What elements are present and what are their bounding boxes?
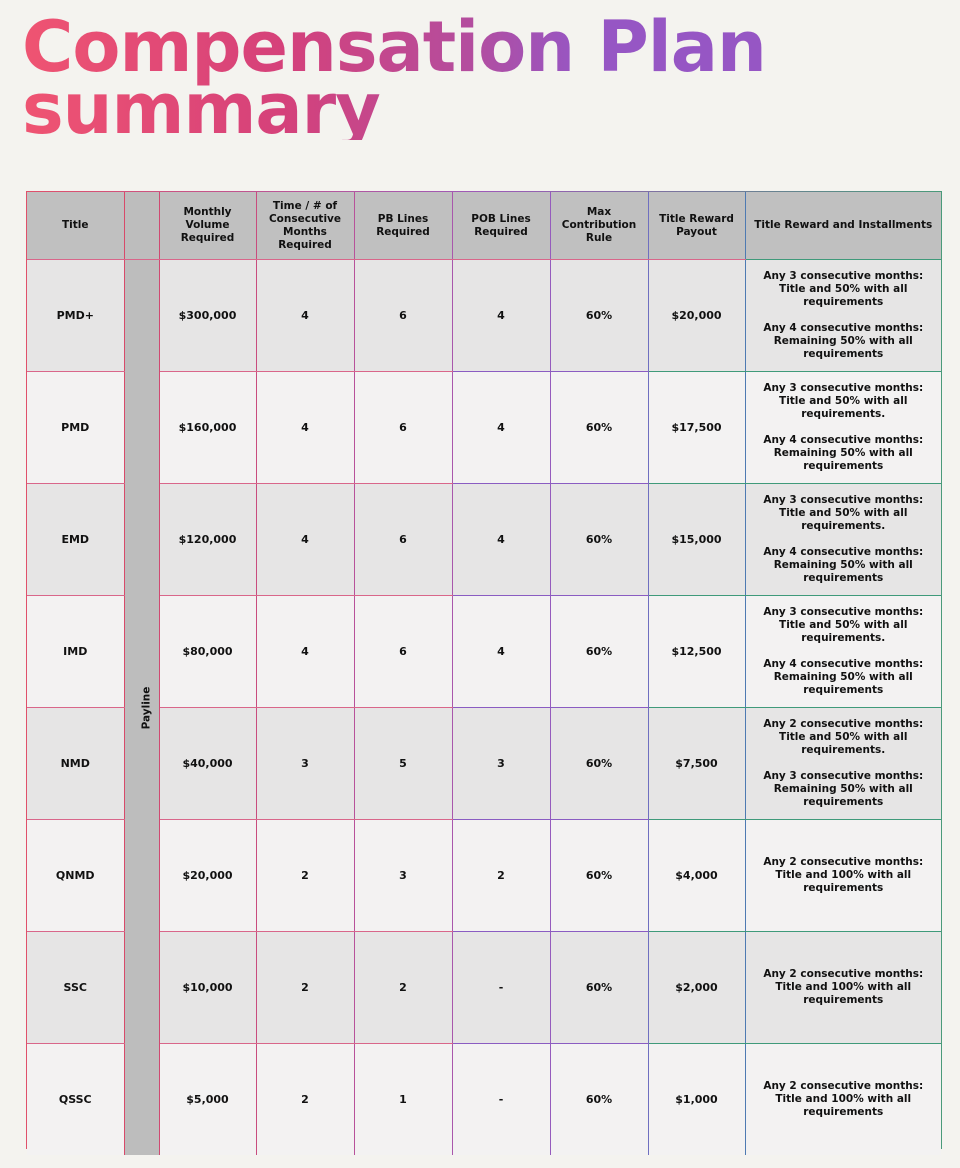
cell-installments [745,484,941,596]
cell-months: 4 [256,596,354,708]
installment-first: Any 2 consecutive months: Title and 50% with all requirements. [763,718,924,756]
cell-max-contribution: 60% [550,372,648,484]
cell-installments [745,1044,941,1156]
cell-months: 3 [256,708,354,820]
header-reward-payout: Title Reward Payout [648,192,745,260]
table-header-row [27,192,941,260]
table-row [27,596,941,708]
cell-pob-lines: 2 [452,820,550,932]
payline-column [124,260,159,1156]
table-row [27,708,941,820]
cell-max-contribution: 60% [550,1044,648,1156]
cell-volume: $120,000 [159,484,256,596]
installment-second: Any 4 consecutive months: Remaining 50% with all requirements [763,322,924,360]
installment-first: Any 2 consecutive months: Title and 100% with all requirements [763,968,924,1006]
cell-max-contribution: 60% [550,820,648,932]
header-reward-installments: Title Reward and Installments [745,192,941,260]
page-title-line-1: Compensation Plan [22,6,766,88]
cell-payout: $12,500 [648,596,745,708]
header-payline [124,192,159,260]
cell-title: NMD [27,708,124,820]
cell-max-contribution: 60% [550,596,648,708]
cell-payout: $20,000 [648,260,745,372]
cell-pob-lines: - [452,932,550,1044]
cell-installments [745,596,941,708]
cell-volume: $80,000 [159,596,256,708]
installment-second: Any 4 consecutive months: Remaining 50% with all requirements [763,658,924,696]
cell-payout: $1,000 [648,1044,745,1156]
cell-pb-lines: 6 [354,260,452,372]
cell-pob-lines: - [452,1044,550,1156]
cell-payout: $7,500 [648,708,745,820]
cell-months: 4 [256,372,354,484]
cell-pob-lines: 4 [452,484,550,596]
cell-months: 2 [256,1044,354,1156]
cell-installments [745,260,941,372]
cell-max-contribution: 60% [550,708,648,820]
cell-pob-lines: 3 [452,708,550,820]
header-consecutive-months: Time / # of Consecutive Months Required [256,192,354,260]
cell-installments [745,932,941,1044]
cell-pb-lines: 1 [354,1044,452,1156]
cell-months: 2 [256,932,354,1044]
installment-first: Any 3 consecutive months: Title and 50% with all requirements. [763,382,924,420]
cell-title: QSSC [27,1044,124,1156]
table-row [27,820,941,932]
cell-payout: $4,000 [648,820,745,932]
cell-volume: $20,000 [159,820,256,932]
cell-title: QNMD [27,820,124,932]
installment-first: Any 3 consecutive months: Title and 50% with all requirements [763,270,924,308]
cell-volume: $5,000 [159,1044,256,1156]
cell-max-contribution: 60% [550,260,648,372]
cell-months: 2 [256,820,354,932]
cell-title: SSC [27,932,124,1044]
header-pb-lines: PB Lines Required [354,192,452,260]
cell-pob-lines: 4 [452,596,550,708]
installment-first: Any 3 consecutive months: Title and 50% with all requirements. [763,494,924,532]
cell-payout: $15,000 [648,484,745,596]
cell-title: IMD [27,596,124,708]
cell-installments [745,708,941,820]
cell-title: EMD [27,484,124,596]
page-title [22,6,766,150]
cell-pb-lines: 6 [354,372,452,484]
compensation-table [27,192,941,1155]
table-row [27,484,941,596]
cell-pob-lines: 4 [452,372,550,484]
cell-payout: $17,500 [648,372,745,484]
cell-max-contribution: 60% [550,484,648,596]
header-pob-lines: POB Lines Required [452,192,550,260]
table-row [27,1044,941,1156]
cell-max-contribution: 60% [550,932,648,1044]
cell-volume: $40,000 [159,708,256,820]
header-max-contribution: Max Contribution Rule [550,192,648,260]
installment-first: Any 3 consecutive months: Title and 50% with all requirements. [763,606,924,644]
page-title-line-2: summary [22,68,380,150]
cell-payout: $2,000 [648,932,745,1044]
header-monthly-volume: Monthly Volume Required [159,192,256,260]
installment-second: Any 4 consecutive months: Remaining 50% with all requirements [763,434,924,472]
cell-installments [745,820,941,932]
installment-first: Any 2 consecutive months: Title and 100% with all requirements [763,856,924,894]
installment-second: Any 4 consecutive months: Remaining 50% with all requirements [763,546,924,584]
cell-title: PMD+ [27,260,124,372]
cell-volume: $300,000 [159,260,256,372]
cell-months: 4 [256,260,354,372]
cell-pb-lines: 5 [354,708,452,820]
payline-label: Payline [139,686,152,730]
installment-second: Any 3 consecutive months: Remaining 50% with all requirements [763,770,924,808]
cell-volume: $10,000 [159,932,256,1044]
cell-pb-lines: 6 [354,484,452,596]
compensation-table-container [26,191,942,1149]
cell-pb-lines: 6 [354,596,452,708]
cell-pob-lines: 4 [452,260,550,372]
table-row [27,372,941,484]
cell-title: PMD [27,372,124,484]
table-row [27,932,941,1044]
cell-installments [745,372,941,484]
header-title: Title [27,192,124,260]
cell-pb-lines: 2 [354,932,452,1044]
cell-pb-lines: 3 [354,820,452,932]
installment-first: Any 2 consecutive months: Title and 100% with all requirements [763,1080,924,1118]
cell-volume: $160,000 [159,372,256,484]
table-row [27,260,941,372]
cell-months: 4 [256,484,354,596]
